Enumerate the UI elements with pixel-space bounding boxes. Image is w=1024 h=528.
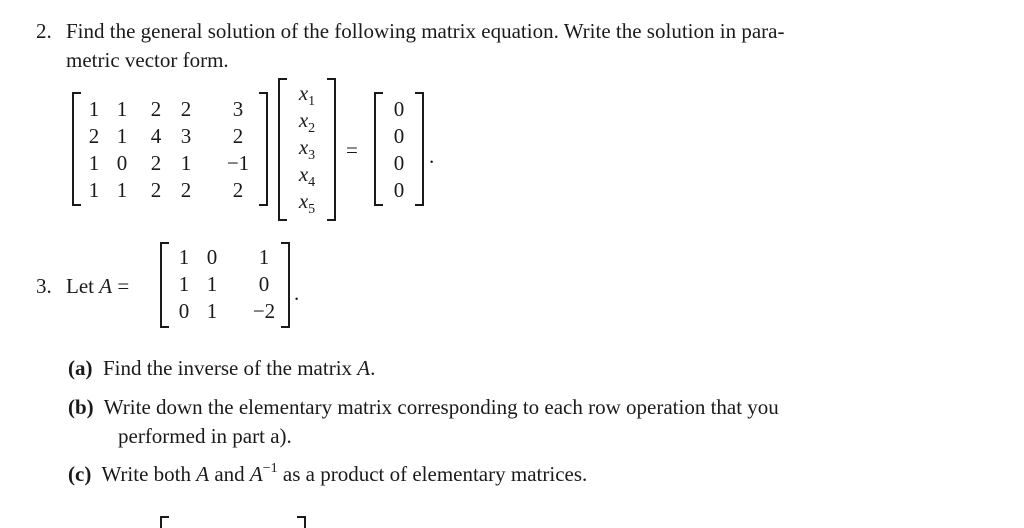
matrix-entry: 1 [88,178,100,202]
variable-vector [278,78,336,221]
matrix-a [160,242,290,328]
coefficient-matrix [72,92,268,206]
problem-2-number: 2. [36,19,52,43]
equals-sign: = [346,138,358,162]
matrix-entry: 1 [116,97,128,121]
left-bracket [278,78,287,221]
let-text: Let [66,274,94,298]
matrix-a-entry: 0 [258,272,270,296]
part-c [68,461,588,486]
left-bracket [160,242,169,328]
zero-entry: 0 [393,97,405,121]
matrix-a-entry: 1 [206,299,218,323]
variable-entry [298,108,316,136]
equals-sign: = [117,274,130,298]
variable-entry [298,162,316,190]
matrix-entry: 2 [232,124,244,148]
part-c-label: (c) [68,462,92,486]
part-a-var: A [357,356,371,380]
variable-entry [298,81,316,109]
matrix-entry: 4 [150,124,162,148]
matrix-a-entry: 0 [178,299,190,323]
left-bracket [72,92,81,206]
period: . [294,281,300,305]
variable-entry [298,189,316,217]
variable-entry [298,135,316,163]
part-a-text: Find the inverse of the matrix [103,356,353,380]
matrix-a-entry: 1 [178,245,190,269]
cut-off-bracket-left [160,516,169,528]
matrix-entry: 1 [88,151,100,175]
part-c-post: as a product of elementary matrices. [282,462,588,486]
variable-symbol: x [298,189,309,213]
part-c-var-2: A [249,462,263,486]
variable-subscript: 2 [308,121,316,136]
matrix-name: A [99,274,113,298]
variable-subscript: 5 [308,202,316,217]
matrix-entry: 2 [180,97,192,121]
matrix-a-entry: 1 [206,272,218,296]
matrix-entry: 3 [232,97,244,121]
matrix-entry: 2 [150,151,162,175]
part-b [68,397,779,418]
problem-2-text-line-2: metric vector form. [66,48,229,72]
part-a-end: . [370,356,376,380]
period: . [429,144,435,168]
zero-entry: 0 [393,178,405,202]
left-bracket [374,92,383,206]
matrix-a-entry: 1 [178,272,190,296]
variable-subscript: 3 [308,148,316,163]
zero-entry: 0 [393,124,405,148]
matrix-entry: 1 [116,124,128,148]
matrix-entry: 3 [180,124,192,148]
matrix-a-entry: 0 [206,245,218,269]
variable-symbol: x [298,135,309,159]
problem-3-let [66,276,129,297]
variable-subscript: 4 [308,175,316,190]
part-c-exponent: −1 [262,461,278,476]
part-c-pre: Write both [101,462,191,486]
matrix-entry: −1 [226,151,250,175]
matrix-entry: 2 [150,178,162,202]
matrix-entry: 1 [180,151,192,175]
matrix-entry: 2 [232,178,244,202]
matrix-entry: 1 [116,178,128,202]
variable-symbol: x [298,81,309,105]
zero-vector [374,92,424,206]
zero-entry: 0 [393,151,405,175]
problem-3-number: 3. [36,274,52,298]
variable-symbol: x [298,108,309,132]
matrix-a-entry: 1 [258,245,270,269]
part-a-label: (a) [68,356,93,380]
matrix-entry: 0 [116,151,128,175]
matrix-a-entry: −2 [252,299,276,323]
part-b-line-1: Write down the elementary matrix corresponding to each row operation that you [103,395,779,419]
part-c-var-1: A [196,462,210,486]
matrix-entry: 1 [88,97,100,121]
right-bracket [415,92,424,206]
right-bracket [281,242,290,328]
variable-symbol: x [298,162,309,186]
part-c-mid: and [214,462,245,486]
problem-2-text-line-1: Find the general solution of the following matrix equation. Write the solution in para- [66,19,785,43]
matrix-entry: 2 [150,97,162,121]
part-b-line-2: performed in part a). [118,424,292,448]
part-a [68,358,375,379]
right-bracket [259,92,268,206]
part-b-label: (b) [68,395,94,419]
right-bracket [327,78,336,221]
variable-subscript: 1 [308,94,316,109]
matrix-entry: 2 [180,178,192,202]
cut-off-bracket-right [297,516,306,528]
matrix-entry: 2 [88,124,100,148]
